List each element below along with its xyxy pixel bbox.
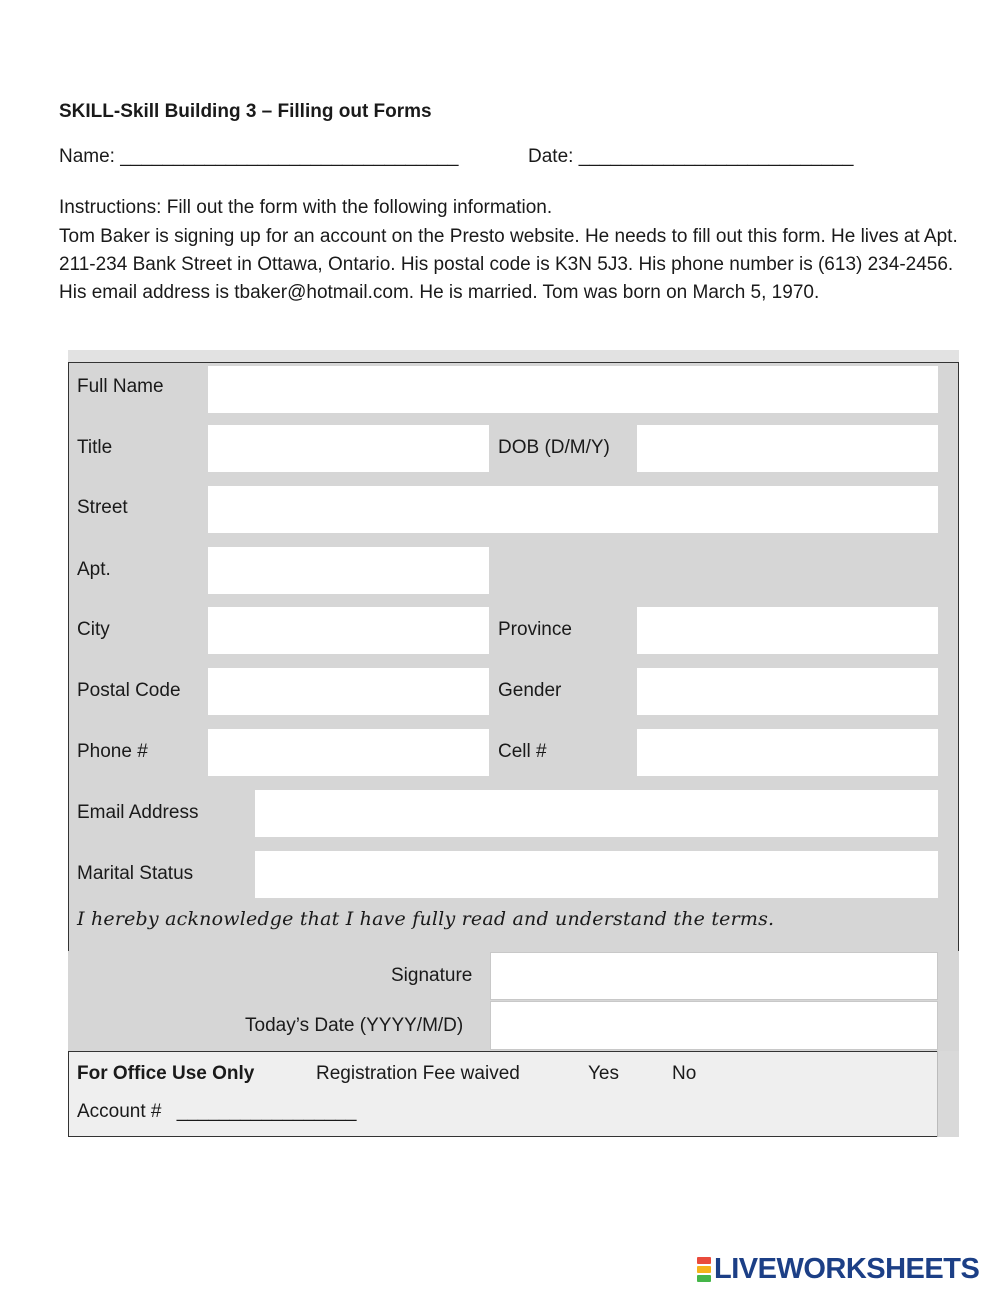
todays-date-label: Today’s Date (YYYY/M/D): [245, 1015, 464, 1036]
full-name-label: Full Name: [77, 376, 164, 397]
office-use-heading: For Office Use Only: [77, 1063, 255, 1084]
date-blank: __________________________: [578, 146, 854, 167]
account-number-line: [77, 1101, 356, 1123]
registration-fee-label: Registration Fee waived: [316, 1063, 520, 1084]
email-label: Email Address: [77, 802, 199, 823]
phone-field[interactable]: [208, 729, 489, 776]
title-label: Title: [77, 437, 113, 458]
postal-code-label: Postal Code: [77, 680, 181, 701]
signature-field[interactable]: [490, 952, 938, 1000]
cell-field[interactable]: [637, 729, 938, 776]
city-label: City: [77, 619, 110, 640]
name-label: Name:: [59, 146, 115, 167]
instructions-line: Instructions: Fill out the form with the following information.: [59, 197, 553, 218]
dob-label: DOB (D/M/Y): [498, 437, 610, 458]
apt-label: Apt.: [77, 559, 111, 580]
logo-bar-3: [697, 1275, 711, 1282]
street-field[interactable]: [208, 486, 938, 533]
city-field[interactable]: [208, 607, 489, 654]
full-name-field[interactable]: [208, 366, 938, 413]
fee-yes-option[interactable]: Yes: [588, 1063, 619, 1084]
date-line: [528, 146, 853, 168]
province-field[interactable]: [637, 607, 938, 654]
street-label: Street: [77, 497, 128, 518]
logo-bar-2: [697, 1266, 711, 1273]
title-field[interactable]: [208, 425, 489, 472]
gender-field[interactable]: [637, 668, 938, 715]
cell-label: Cell #: [498, 741, 547, 762]
province-label: Province: [498, 619, 572, 640]
todays-date-field[interactable]: [490, 1001, 938, 1050]
fee-no-option[interactable]: No: [672, 1063, 697, 1084]
account-blank: _________________: [176, 1101, 357, 1122]
marital-status-field[interactable]: [255, 851, 938, 898]
signature-label: Signature: [391, 965, 473, 986]
date-label: Date:: [528, 146, 574, 167]
acknowledge-statement: I hereby acknowledge that I have fully read and understand the terms.: [77, 908, 775, 930]
office-use-sidebar: [937, 1051, 959, 1137]
marital-status-label: Marital Status: [77, 863, 194, 884]
dob-field[interactable]: [637, 425, 938, 472]
phone-label: Phone #: [77, 741, 148, 762]
postal-code-field[interactable]: [208, 668, 489, 715]
gender-label: Gender: [498, 680, 562, 701]
name-blank: ________________________________: [120, 146, 459, 167]
email-field[interactable]: [255, 790, 938, 837]
worksheet-title: SKILL-Skill Building 3 – Filling out Forms: [59, 101, 432, 122]
liveworksheets-logo-text: LIVEWORKSHEETS: [714, 1253, 980, 1285]
apt-field[interactable]: [208, 547, 489, 594]
name-line: [59, 146, 458, 168]
logo-bar-1: [697, 1257, 711, 1264]
liveworksheets-logo: [697, 1253, 979, 1286]
liveworksheets-logo-icon: [697, 1256, 711, 1283]
instructions-story: Tom Baker is signing up for an account on the Presto website. He needs to fill out this form. He lives at Apt. 211-234 Bank Street in Ottawa, Ontario. His postal code is K3N 5J3. His phone number is (613) 234-2456. His email address is tbaker@hotmail.com. He is married. Tom was born on March 5, 1970.: [59, 226, 958, 303]
account-label: Account #: [77, 1101, 162, 1122]
form-top-strip: [68, 350, 959, 363]
